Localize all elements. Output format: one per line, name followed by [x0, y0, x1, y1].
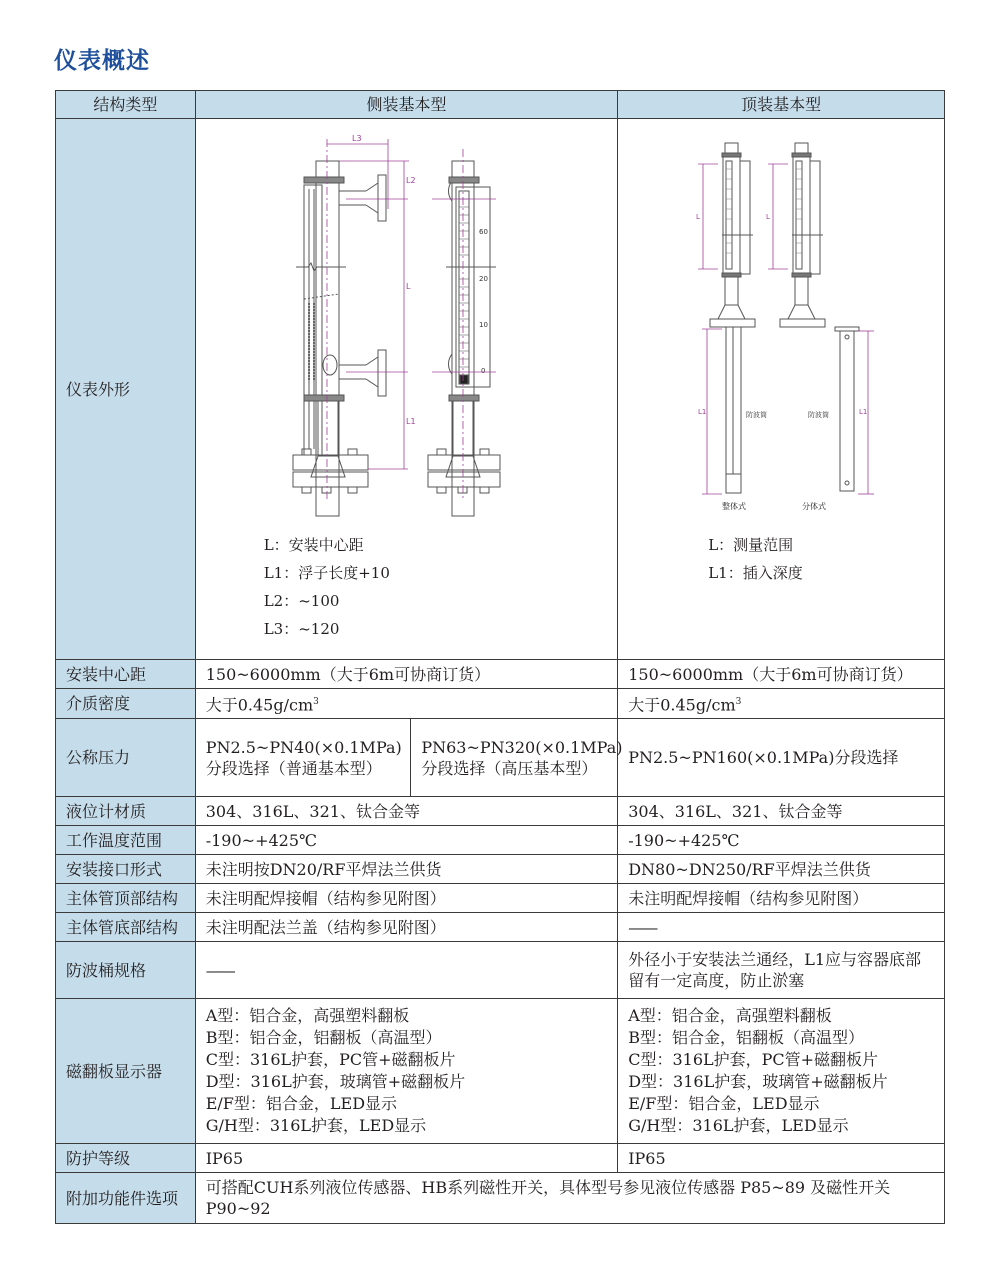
list-item: A型：铝合金，高强塑料翻板 [205, 1006, 410, 1025]
top-value: 未注明配焊接帽（结构参见附图） [618, 884, 945, 913]
row-label: 工作温度范围 [56, 826, 196, 855]
side-value: 304、316L、321、钛合金等 [195, 797, 618, 826]
row-label-wave-tube: 防波桶规格 [56, 942, 196, 999]
legend-item: L：安装中心距 [263, 536, 364, 554]
list-item: C型：316L护套，PC管+磁翻板片 [628, 1050, 879, 1069]
top-mounted-drawing-cell [618, 119, 945, 660]
side-display-list [195, 999, 618, 1144]
table-row [56, 855, 945, 884]
side-mounted-drawing-cell [195, 119, 618, 660]
header-row [56, 91, 945, 119]
header-side-mounted: 侧装基本型 [195, 91, 618, 119]
row-label: 主体管顶部结构 [56, 884, 196, 913]
row-label-appearance: 仪表外形 [56, 119, 196, 660]
top-protection: IP65 [618, 1144, 945, 1173]
list-item: E/F型：铝合金，LED显示 [205, 1094, 398, 1113]
row-label-accessories: 附加功能件选项 [56, 1173, 196, 1224]
svg-text:L2: L2 [405, 176, 416, 185]
side-value: -190~+425℃ [195, 826, 618, 855]
pressure-row [56, 719, 945, 797]
list-item: D型：316L护套，玻璃管+磁翻板片 [205, 1072, 466, 1091]
top-value: 150~6000mm（大于6m可协商订货） [618, 660, 945, 689]
legend-item: L3：~120 [263, 620, 340, 638]
svg-text:分体式: 分体式 [802, 502, 827, 511]
appearance-row [56, 119, 945, 660]
svg-text:L: L [696, 213, 701, 221]
list-item: C型：316L护套，PC管+磁翻板片 [205, 1050, 456, 1069]
top-value: 大于$0.45g/cm^3$ [618, 689, 945, 719]
list-item: G/H型：316L护套，LED显示 [205, 1116, 427, 1135]
list-item: A型：铝合金，高强塑料翻板 [628, 1006, 832, 1025]
side-pressure-normal: PN2.5~PN40(×0.1MPa)分段选择（普通基本型） [195, 719, 411, 797]
list-item: B型：铝合金，铝翻板（高温型） [205, 1028, 442, 1047]
page-title: 仪表概述 [54, 48, 150, 74]
side-wave-tube: —— [195, 942, 618, 999]
side-value: 150~6000mm（大于6m可协商订货） [195, 660, 618, 689]
legend-item: L2：~100 [263, 592, 340, 610]
header-top-mounted: 顶装基本型 [618, 91, 945, 119]
svg-text:L1: L1 [405, 417, 416, 426]
svg-text:L: L [766, 213, 771, 221]
side-mounted-legend [264, 531, 390, 643]
wave-tube-row [56, 942, 945, 999]
top-pressure: PN2.5~PN160(×0.1MPa)分段选择 [618, 719, 945, 797]
list-item: E/F型：铝合金，LED显示 [628, 1094, 820, 1113]
row-label: 介质密度 [56, 689, 196, 719]
table-row [56, 797, 945, 826]
svg-text:防波筒: 防波筒 [746, 411, 768, 419]
side-value: 未注明配法兰盖（结构参见附图） [195, 913, 618, 942]
svg-text:0: 0 [480, 367, 486, 375]
side-protection: IP65 [195, 1144, 618, 1173]
side-value: 大于$0.45g/cm^3$ [195, 689, 618, 719]
table-row [56, 826, 945, 855]
top-display-list [618, 999, 945, 1144]
svg-text:整体式: 整体式 [722, 502, 747, 511]
svg-text:60: 60 [478, 228, 488, 236]
list-item: D型：316L护套，玻璃管+磁翻板片 [628, 1072, 888, 1091]
row-label: 主体管底部结构 [56, 913, 196, 942]
protection-row [56, 1144, 945, 1173]
table-row [56, 913, 945, 942]
svg-text:防波筒: 防波筒 [808, 411, 830, 419]
svg-text:10: 10 [478, 321, 488, 329]
svg-text:L1: L1 [698, 408, 707, 416]
spec-table [55, 90, 945, 1224]
legend-item: L1：插入深度 [708, 564, 803, 582]
svg-text:L1: L1 [859, 408, 868, 416]
row-label: 安装中心距 [56, 660, 196, 689]
row-label-protection: 防护等级 [56, 1144, 196, 1173]
top-value: 304、316L、321、钛合金等 [618, 797, 945, 826]
table-row [56, 884, 945, 913]
row-label: 安装接口形式 [56, 855, 196, 884]
table-row [56, 660, 945, 689]
svg-text:L3: L3 [351, 134, 362, 143]
table-row [56, 689, 945, 719]
svg-text:L: L [405, 282, 411, 291]
side-pressure-high: PN63~PN320(×0.1MPa)分段选择（高压基本型） [411, 719, 618, 797]
accessories-value: 可搭配CUH系列液位传感器、HB系列磁性开关，具体型号参见液位传感器 P85~89 及磁性开关P90~92 [195, 1173, 944, 1224]
legend-item: L1：浮子长度+10 [263, 564, 390, 582]
top-value: -190~+425℃ [618, 826, 945, 855]
side-value: 未注明按DN20/RF平焊法兰供货 [195, 855, 618, 884]
legend-item: L：测量范围 [708, 536, 794, 554]
list-item: B型：铝合金，铝翻板（高温型） [628, 1028, 864, 1047]
row-label-display: 磁翻板显示器 [56, 999, 196, 1144]
list-item: G/H型：316L护套，LED显示 [628, 1116, 849, 1135]
header-structure-type: 结构类型 [56, 91, 196, 119]
display-row [56, 999, 945, 1144]
svg-text:20: 20 [478, 275, 488, 283]
side-value: 未注明配焊接帽（结构参见附图） [195, 884, 618, 913]
accessories-row [56, 1173, 945, 1224]
row-label: 液位计材质 [56, 797, 196, 826]
top-value: DN80~DN250/RF平焊法兰供货 [618, 855, 945, 884]
row-label-pressure: 公称压力 [56, 719, 196, 797]
top-value: —— [618, 913, 945, 942]
side-mounted-drawing [196, 119, 619, 659]
top-mounted-legend [708, 531, 803, 587]
top-wave-tube: 外径小于安装法兰通经，L1应与容器底部留有一定高度，防止淤塞 [618, 942, 945, 999]
